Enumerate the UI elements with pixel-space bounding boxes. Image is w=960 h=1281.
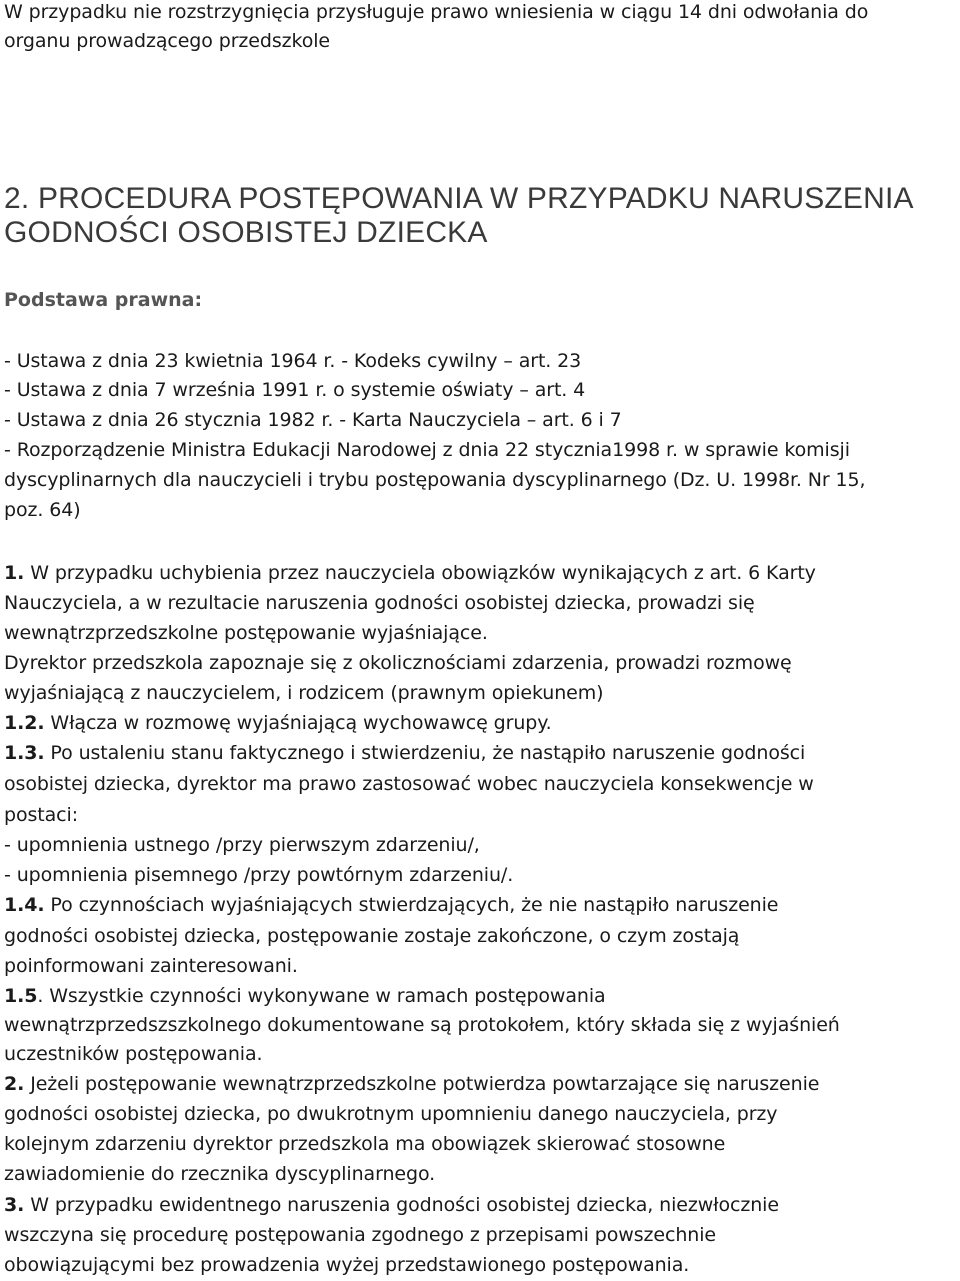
paragraph-1-line-4: Dyrektor przedszkola zapoznaje się z okolicznościami zdarzenia, prowadzi rozmowę <box>4 652 792 674</box>
paragraph-1-number: 1. <box>4 562 25 584</box>
legal-item-1: - Ustawa z dnia 23 kwietnia 1964 r. - Kodeks cywilny – art. 23 <box>4 350 582 372</box>
paragraph-1-line-2: Nauczyciela, a w rezultacie naruszenia godności osobistej dziecka, prowadzi się <box>4 592 755 614</box>
legal-basis-label: Podstawa prawna: <box>4 289 203 311</box>
paragraph-1-5-line-2: wewnątrzprzedszszkolnego dokumentowane są protokołem, który składa się z wyjaśnień <box>4 1014 840 1036</box>
paragraph-1-5-text: . Wszystkie czynności wykonywane w ramach postępowania <box>37 985 606 1007</box>
intro-line-1: W przypadku nie rozstrzygnięcia przysługuje prawo wniesienia w ciągu 14 dni odwołania do <box>4 1 869 23</box>
paragraph-1-4-line-2: godności osobistej dziecka, postępowanie zostaje zakończone, o czym zostają <box>4 925 740 947</box>
paragraph-3-line-3: obowiązującymi bez prowadzenia wyżej przedstawionego postępowania. <box>4 1254 690 1276</box>
legal-item-3: - Ustawa z dnia 26 stycznia 1982 r. - Karta Nauczyciela – art. 6 i 7 <box>4 409 622 431</box>
section-title-line-2: GODNOŚCI OSOBISTEJ DZIECKA <box>4 216 488 249</box>
legal-item-4: - Rozporządzenie Ministra Edukacji Narodowej z dnia 22 stycznia1998 r. w sprawie komisji <box>4 439 850 461</box>
paragraph-1-3-line-3: postaci: <box>4 804 79 826</box>
paragraph-1-line-1 <box>4 561 816 585</box>
paragraph-1-4-line-1 <box>4 893 778 917</box>
legal-item-4-end: poz. 64) <box>4 499 81 521</box>
paragraph-2-number: 2. <box>4 1073 25 1095</box>
legal-item-4-cont: dyscyplinarnych dla nauczycieli i trybu postępowania dyscyplinarnego (Dz. U. 1998r. Nr 15, <box>4 469 866 491</box>
paragraph-1-3-number: 1.3. <box>4 742 45 764</box>
paragraph-2-line-1 <box>4 1072 819 1096</box>
paragraph-3-line-2: wszczyna się procedurę postępowania zgodnego z przepisami powszechnie <box>4 1224 716 1246</box>
legal-item-2: - Ustawa z dnia 7 września 1991 r. o systemie oświaty – art. 4 <box>4 379 586 401</box>
paragraph-1-4-number: 1.4. <box>4 894 45 916</box>
paragraph-1-4-line-3: poinformowani zainteresowani. <box>4 955 298 977</box>
paragraph-2-text: Jeżeli postępowanie wewnątrzprzedszkolne potwierdza powtarzające się naruszenie <box>24 1073 820 1095</box>
paragraph-1-2-text: Włącza w rozmowę wyjaśniającą wychowawcę grupy. <box>44 712 552 734</box>
paragraph-1-2-number: 1.2. <box>4 712 45 734</box>
paragraph-3-line-1 <box>4 1193 779 1217</box>
paragraph-3-number: 3. <box>4 1194 25 1216</box>
intro-line-2: organu prowadzącego przedszkole <box>4 30 331 52</box>
paragraph-1-3-line-4: - upomnienia ustnego /przy pierwszym zdarzeniu/, <box>4 834 480 856</box>
paragraph-1-5-line-1 <box>4 984 606 1008</box>
paragraph-1-5-line-3: uczestników postępowania. <box>4 1043 263 1065</box>
paragraph-1-line-5: wyjaśniającą z nauczycielem, i rodzicem (prawnym opiekunem) <box>4 682 604 704</box>
paragraph-1-line-3: wewnątrzprzedszkolne postępowanie wyjaśniające. <box>4 622 488 644</box>
paragraph-1-3-line-1 <box>4 741 805 765</box>
paragraph-3-text: W przypadku ewidentnego naruszenia godności osobistej dziecka, niezwłocznie <box>24 1194 779 1216</box>
paragraph-1-3-text: Po ustaleniu stanu faktycznego i stwierdzeniu, że nastąpiło naruszenie godności <box>44 742 806 764</box>
paragraph-1-text: W przypadku uchybienia przez nauczyciela obowiązków wynikających z art. 6 Karty <box>24 562 816 584</box>
paragraph-2-line-4: zawiadomienie do rzecznika dyscyplinarnego. <box>4 1163 436 1185</box>
paragraph-2-line-2: godności osobistej dziecka, po dwukrotnym upomnieniu danego nauczyciela, przy <box>4 1103 778 1125</box>
paragraph-2-line-3: kolejnym zdarzeniu dyrektor przedszkola ma obowiązek skierować stosowne <box>4 1133 726 1155</box>
paragraph-1-5-number: 1.5 <box>4 985 38 1007</box>
paragraph-1-4-text: Po czynnościach wyjaśniających stwierdzających, że nie nastąpiło naruszenie <box>44 894 779 916</box>
paragraph-1-3-line-2: osobistej dziecka, dyrektor ma prawo zastosować wobec nauczyciela konsekwencje w <box>4 773 814 795</box>
paragraph-1-3-line-5: - upomnienia pisemnego /przy powtórnym zdarzeniu/. <box>4 864 514 886</box>
paragraph-1-2 <box>4 711 552 735</box>
section-title-line-1: 2. PROCEDURA POSTĘPOWANIA W PRZYPADKU NARUSZENIA <box>4 182 914 215</box>
